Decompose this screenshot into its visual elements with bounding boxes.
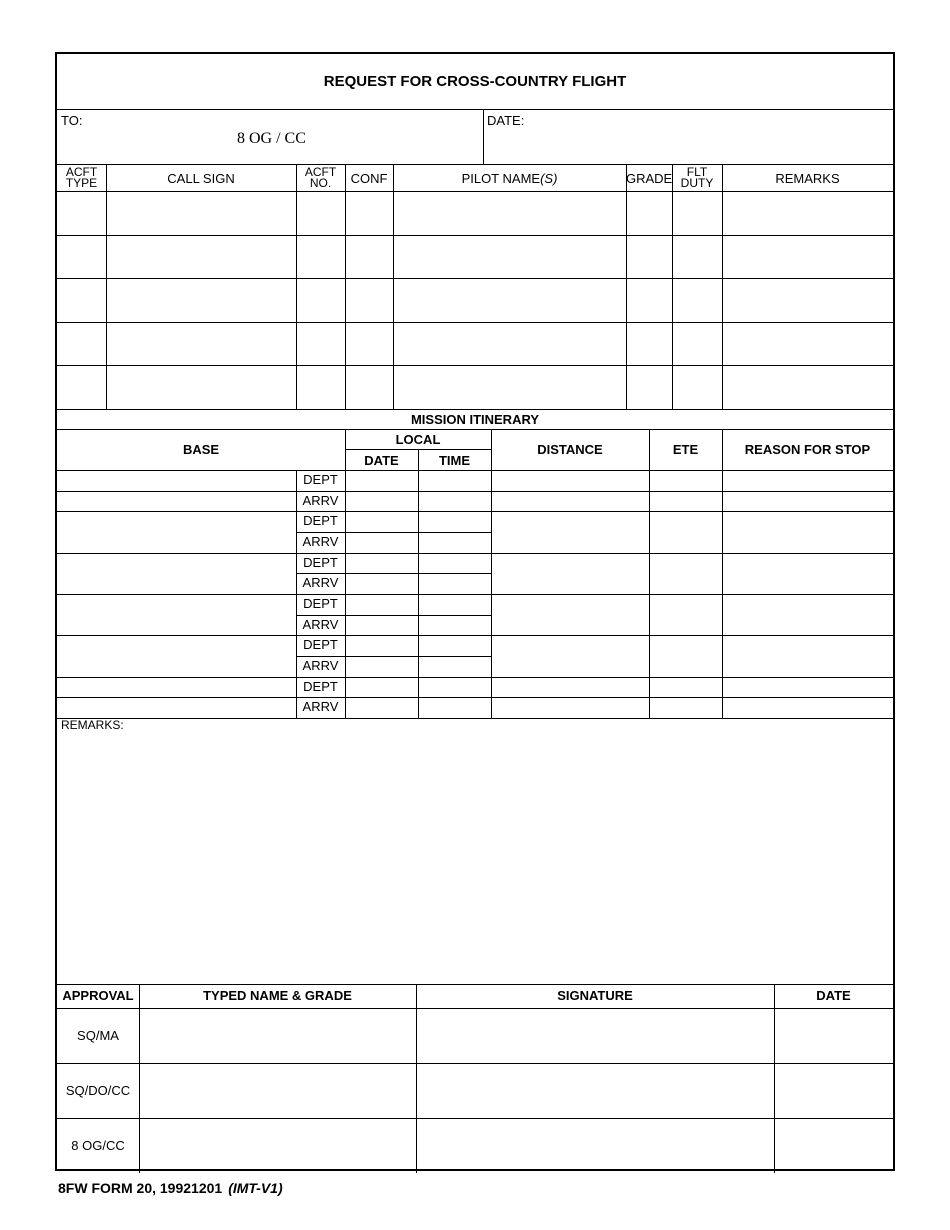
divider — [57, 1008, 893, 1009]
divider — [649, 429, 650, 718]
arrv-date-cell[interactable] — [346, 697, 417, 718]
dept-time-cell[interactable] — [419, 594, 490, 615]
arrv-time-cell[interactable] — [419, 491, 490, 512]
dept-time-cell[interactable] — [419, 677, 490, 698]
divider — [57, 1118, 893, 1119]
header-typed-name: TYPED NAME & GRADE — [203, 988, 352, 1003]
dept-time-cell[interactable] — [419, 553, 490, 574]
divider — [57, 278, 893, 279]
divider — [106, 164, 107, 409]
arrv-date-cell[interactable] — [346, 532, 417, 553]
arrv-label: ARRV — [302, 658, 339, 673]
divider — [626, 164, 627, 409]
header-ete: ETE — [672, 442, 699, 457]
header-local: LOCAL — [395, 432, 441, 447]
cross-country-flight-form — [55, 52, 895, 1171]
to-field[interactable]: 8 OG / CC — [237, 130, 306, 147]
divider — [416, 984, 417, 1173]
dept-time-cell[interactable] — [419, 635, 490, 656]
dept-label: DEPT — [303, 472, 338, 487]
divider — [483, 109, 484, 164]
header-base: BASE — [182, 442, 220, 457]
form-title: REQUEST FOR CROSS-COUNTRY FLIGHT — [323, 73, 627, 90]
divider — [57, 235, 893, 236]
divider — [57, 409, 893, 410]
header-pilot-name — [393, 172, 626, 185]
divider — [57, 718, 893, 719]
divider — [345, 164, 346, 409]
divider — [774, 984, 775, 1173]
divider — [57, 429, 893, 430]
dept-date-cell[interactable] — [346, 553, 417, 574]
header-reason: REASON FOR STOP — [744, 442, 871, 457]
arrv-time-cell[interactable] — [419, 697, 490, 718]
arrv-date-cell[interactable] — [346, 491, 417, 512]
header-signature: SIGNATURE — [557, 988, 633, 1003]
arrv-date-cell[interactable] — [346, 656, 417, 677]
divider — [672, 164, 673, 409]
dept-time-cell[interactable] — [419, 511, 490, 532]
approval-role-label: 8 OG/CC — [71, 1138, 125, 1153]
to-label: TO: — [61, 113, 83, 128]
divider — [57, 322, 893, 323]
dept-label: DEPT — [303, 596, 338, 611]
approval-role-label: SQ/MA — [77, 1028, 119, 1043]
dept-time-cell[interactable] — [419, 470, 490, 491]
header-acft-type: ACFT TYPE — [65, 165, 98, 190]
dept-date-cell[interactable] — [346, 635, 417, 656]
divider — [139, 984, 140, 1173]
header-grade: GRADE — [626, 171, 673, 186]
form-footer — [58, 1180, 283, 1196]
approval-role-label: SQ/DO/CC — [65, 1083, 131, 1098]
remarks-field[interactable] — [61, 736, 889, 980]
header-distance: DISTANCE — [537, 442, 603, 457]
arrv-date-cell[interactable] — [346, 615, 417, 636]
form-id: 8FW FORM 20, 19921201 — [58, 1180, 223, 1196]
divider — [491, 429, 492, 718]
arrv-time-cell[interactable] — [419, 615, 490, 636]
divider — [296, 164, 297, 409]
dept-label: DEPT — [303, 637, 338, 653]
divider — [393, 164, 394, 409]
divider — [296, 470, 297, 718]
header-conf: CONF — [350, 171, 388, 186]
arrv-date-cell[interactable] — [346, 573, 417, 594]
form-version: (IMT-V1) — [228, 1180, 283, 1196]
arrv-time-cell[interactable] — [419, 532, 490, 553]
arrv-label: ARRV — [302, 534, 339, 549]
dept-date-cell[interactable] — [346, 677, 417, 698]
header-remarks: REMARKS — [775, 171, 840, 186]
divider — [57, 164, 893, 165]
divider — [57, 984, 893, 985]
dept-label: DEPT — [303, 554, 338, 570]
pilot-name-suffix: (S) — [540, 171, 558, 186]
header-date: DATE — [364, 453, 399, 468]
dept-date-cell[interactable] — [346, 470, 417, 491]
header-approval-date: DATE — [816, 988, 851, 1003]
header-acft-no: ACFT NO. — [304, 165, 337, 190]
divider — [57, 1063, 893, 1064]
divider — [418, 449, 419, 718]
arrv-time-cell[interactable] — [419, 573, 490, 594]
header-time: TIME — [438, 453, 471, 468]
header-flt-duty: FLT DUTY — [680, 165, 714, 190]
divider — [345, 429, 346, 718]
arrv-label: ARRV — [302, 575, 339, 591]
pilot-name-label: PILOT NAME — [461, 171, 541, 186]
dept-date-cell[interactable] — [346, 594, 417, 615]
arrv-label: ARRV — [302, 616, 339, 632]
arrv-time-cell[interactable] — [419, 656, 490, 677]
dept-label: DEPT — [303, 678, 338, 694]
divider — [57, 191, 893, 192]
divider — [722, 164, 723, 409]
divider — [57, 365, 893, 366]
header-call-sign: CALL SIGN — [167, 171, 235, 186]
divider — [722, 429, 723, 718]
arrv-label: ARRV — [302, 699, 339, 715]
remarks-label: REMARKS: — [61, 718, 124, 732]
dept-date-cell[interactable] — [346, 511, 417, 532]
dept-label: DEPT — [303, 513, 338, 529]
header-approval: APPROVAL — [62, 988, 134, 1003]
arrv-label: ARRV — [302, 492, 339, 508]
date-label: DATE: — [487, 113, 525, 128]
itinerary-title: MISSION ITINERARY — [410, 412, 540, 427]
divider — [57, 109, 893, 110]
